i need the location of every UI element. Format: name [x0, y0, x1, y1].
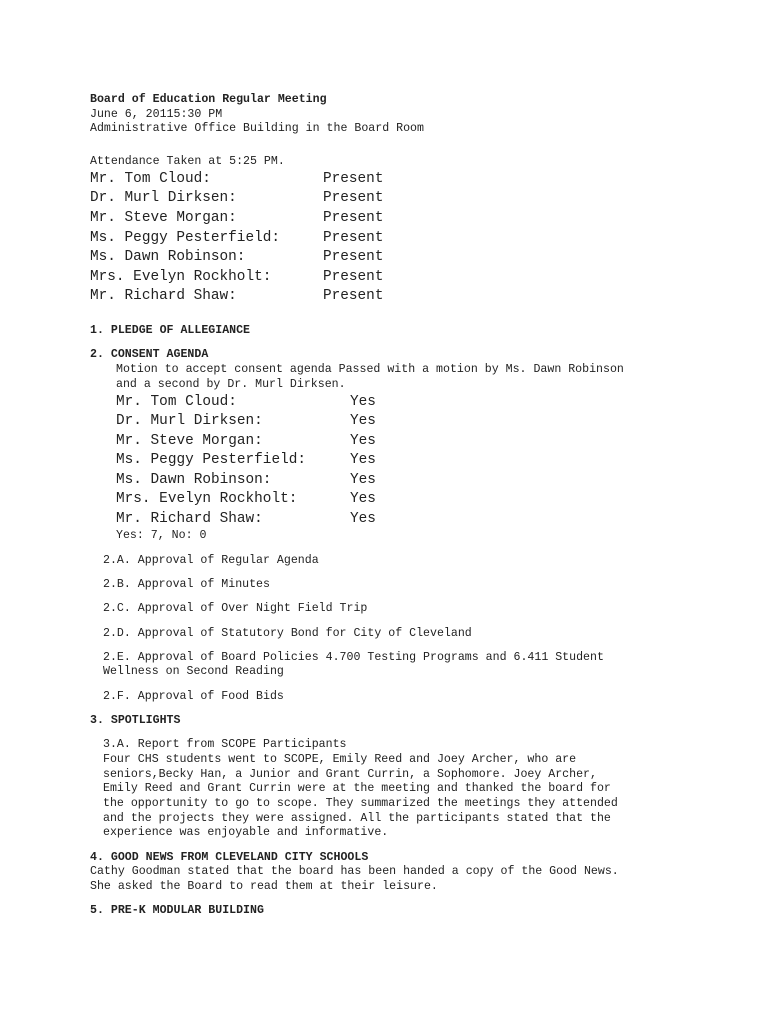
- section-heading-pledge: 1. PLEDGE OF ALLEGIANCE: [90, 324, 251, 337]
- voter-name: Mr. Steve Morgan:: [116, 433, 263, 449]
- meeting-location: Administrative Office Building in the Board Room: [90, 122, 424, 135]
- spotlight-text-line: seniors,Becky Han, a Junior and Grant Currin, a Sophomore. Joey Archer,: [103, 768, 597, 781]
- voter-name: Dr. Murl Dirksen:: [116, 413, 263, 429]
- attendee-status: Present: [323, 249, 384, 265]
- voter-name: Ms. Dawn Robinson:: [116, 472, 272, 488]
- section-heading-spotlights: 3. SPOTLIGHTS: [90, 714, 181, 727]
- agenda-item: 2.D. Approval of Statutory Bond for City of Cleveland: [103, 627, 472, 640]
- agenda-item: 2.B. Approval of Minutes: [103, 578, 270, 591]
- vote-value: Yes: [350, 472, 376, 488]
- vote-value: Yes: [350, 511, 376, 527]
- attendee-name: Ms. Peggy Pesterfield:: [90, 230, 280, 246]
- agenda-item: 2.F. Approval of Food Bids: [103, 690, 284, 703]
- attendee-name: Mrs. Evelyn Rockholt:: [90, 269, 272, 285]
- agenda-item-continued: Wellness on Second Reading: [103, 665, 284, 678]
- section-heading-pre-k-modular: 5. PRE-K MODULAR BUILDING: [90, 904, 264, 917]
- spotlight-text-line: Four CHS students went to SCOPE, Emily Reed and Joey Archer, who are: [103, 753, 577, 766]
- vote-value: Yes: [350, 452, 376, 468]
- spotlight-text-line: experience was enjoyable and informative.: [103, 826, 389, 839]
- agenda-item: 2.A. Approval of Regular Agenda: [103, 554, 319, 567]
- spotlight-subheading: 3.A. Report from SCOPE Participants: [103, 738, 347, 751]
- agenda-item: 2.C. Approval of Over Night Field Trip: [103, 602, 368, 615]
- good-news-text-line: Cathy Goodman stated that the board has been handed a copy of the Good News.: [90, 865, 619, 878]
- section-heading-good-news: 4. GOOD NEWS FROM CLEVELAND CITY SCHOOLS: [90, 851, 369, 864]
- voter-name: Ms. Peggy Pesterfield:: [116, 452, 306, 468]
- attendee-status: Present: [323, 171, 384, 187]
- spotlight-text-line: the opportunity to go to scope. They summarized the meetings they attended: [103, 797, 618, 810]
- vote-value: Yes: [350, 413, 376, 429]
- attendee-name: Ms. Dawn Robinson:: [90, 249, 246, 265]
- attendee-status: Present: [323, 288, 384, 304]
- document-title: Board of Education Regular Meeting: [90, 93, 327, 106]
- section-heading-consent-agenda: 2. CONSENT AGENDA: [90, 348, 209, 361]
- voter-name: Mr. Tom Cloud:: [116, 394, 237, 410]
- voter-name: Mrs. Evelyn Rockholt:: [116, 491, 298, 507]
- attendee-name: Dr. Murl Dirksen:: [90, 190, 237, 206]
- motion-text-line: and a second by Dr. Murl Dirksen.: [116, 378, 346, 391]
- attendee-name: Mr. Tom Cloud:: [90, 171, 211, 187]
- voter-name: Mr. Richard Shaw:: [116, 511, 263, 527]
- vote-value: Yes: [350, 394, 376, 410]
- vote-value: Yes: [350, 491, 376, 507]
- spotlight-text-line: and the projects they were assigned. All the participants stated that the: [103, 812, 611, 825]
- attendee-name: Mr. Steve Morgan:: [90, 210, 237, 226]
- vote-value: Yes: [350, 433, 376, 449]
- meeting-datetime: June 6, 20115:30 PM: [90, 108, 223, 121]
- agenda-item: 2.E. Approval of Board Policies 4.700 Testing Programs and 6.411 Student: [103, 651, 604, 664]
- attendee-status: Present: [323, 230, 384, 246]
- vote-tally: Yes: 7, No: 0: [116, 529, 207, 542]
- attendee-status: Present: [323, 269, 384, 285]
- attendee-status: Present: [323, 210, 384, 226]
- motion-text-line: Motion to accept consent agenda Passed with a motion by Ms. Dawn Robinson: [116, 363, 624, 376]
- spotlight-text-line: Emily Reed and Grant Currin were at the meeting and thanked the board for: [103, 782, 611, 795]
- attendance-intro: Attendance Taken at 5:25 PM.: [90, 155, 285, 168]
- attendee-status: Present: [323, 190, 384, 206]
- good-news-text-line: She asked the Board to read them at their leisure.: [90, 880, 438, 893]
- attendee-name: Mr. Richard Shaw:: [90, 288, 237, 304]
